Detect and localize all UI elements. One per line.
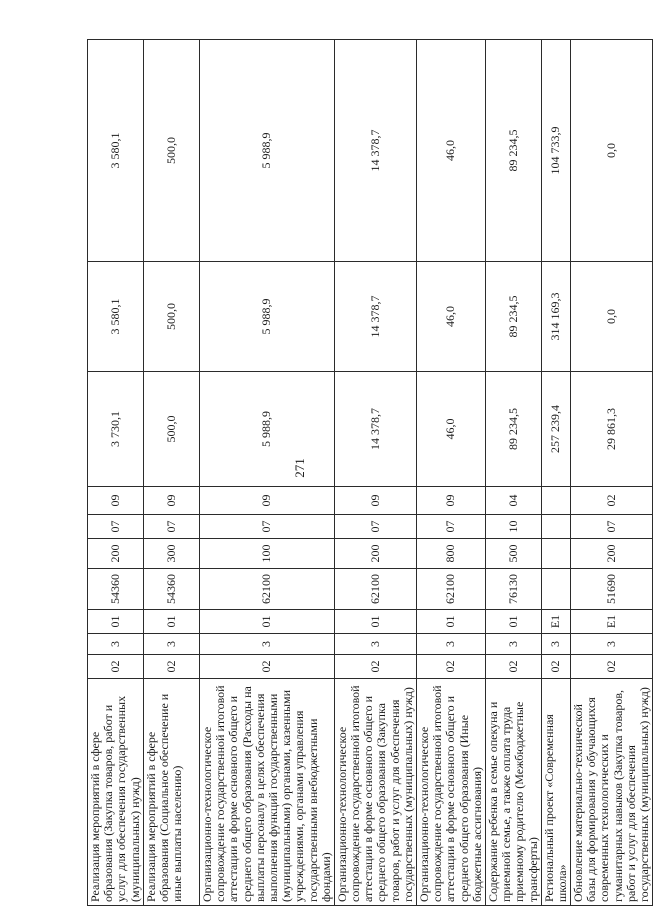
value-2: 314 169,3 bbox=[541, 262, 570, 372]
ministry-code: 02 bbox=[144, 655, 200, 679]
value-1: 29 861,3 bbox=[571, 372, 653, 487]
table-body bbox=[88, 40, 653, 906]
ministry-code: 02 bbox=[200, 655, 335, 679]
expense-type-code: 200 bbox=[334, 539, 416, 569]
ministry-code: 02 bbox=[417, 655, 486, 679]
expense-type-code bbox=[541, 539, 570, 569]
value-2: 5 988,9 bbox=[200, 262, 335, 372]
row-name: Реализация мероприятий в сфере образования (Закупка товаров, работ и услуг для обеспечения государственных (муниципальных) нужд) bbox=[88, 679, 144, 906]
target-code: 76130 bbox=[485, 569, 541, 610]
value-3: 89 234,5 bbox=[485, 40, 541, 262]
value-3: 5 988,9 bbox=[200, 40, 335, 262]
section-code: 3 bbox=[541, 634, 570, 655]
value-3: 104 733,9 bbox=[541, 40, 570, 262]
code-1: 07 bbox=[88, 515, 144, 539]
value-1: 14 378,7 bbox=[334, 372, 416, 487]
value-3: 3 580,1 bbox=[88, 40, 144, 262]
code-2: 09 bbox=[88, 487, 144, 515]
value-1: 5 988,9 bbox=[200, 372, 335, 487]
value-1: 3 730,1 bbox=[88, 372, 144, 487]
section-code: 3 bbox=[417, 634, 486, 655]
value-1: 89 234,5 bbox=[485, 372, 541, 487]
row-name: Региональный проект «Современная школа» bbox=[541, 679, 570, 906]
expense-type-code: 300 bbox=[144, 539, 200, 569]
code-2: 09 bbox=[144, 487, 200, 515]
value-1: 46,0 bbox=[417, 372, 486, 487]
row-name: Организационно-технологическое сопровождение государственной итоговой аттестации в форме основного общего и среднего общего образования (Закупка товаров, работ и услуг для обеспечения государственных (муниципальных) нужд) bbox=[334, 679, 416, 906]
ministry-code: 02 bbox=[485, 655, 541, 679]
target-code: 54360 bbox=[144, 569, 200, 610]
expense-type-code: 200 bbox=[88, 539, 144, 569]
target-code: 62100 bbox=[200, 569, 335, 610]
code-1: 07 bbox=[571, 515, 653, 539]
ministry-code: 02 bbox=[571, 655, 653, 679]
code-2: 02 bbox=[571, 487, 653, 515]
expense-type-code: 800 bbox=[417, 539, 486, 569]
table-container bbox=[87, 40, 651, 906]
section-code: 3 bbox=[485, 634, 541, 655]
code-1: 07 bbox=[144, 515, 200, 539]
subsection-code: 01 bbox=[485, 610, 541, 634]
subsection-code: Е1 bbox=[541, 610, 570, 634]
target-code: 62100 bbox=[417, 569, 486, 610]
row-name: Содержание ребенка в семье опекуна и приемной семье, а также оплата труда приемному родителю (Межбюджетные трансферты) bbox=[485, 679, 541, 906]
row-name: Организационно-технологическое сопровождение государственной итоговой аттестации в форме основного общего и среднего общего образования (Иные бюджетные ассигнования) bbox=[417, 679, 486, 906]
subsection-code: Е1 bbox=[571, 610, 653, 634]
value-2: 89 234,5 bbox=[485, 262, 541, 372]
page-number: 271 bbox=[292, 458, 307, 478]
section-code: 3 bbox=[144, 634, 200, 655]
ministry-code: 02 bbox=[334, 655, 416, 679]
table-row bbox=[88, 40, 144, 906]
ministry-code: 02 bbox=[541, 655, 570, 679]
expense-type-code: 100 bbox=[200, 539, 335, 569]
value-2: 3 580,1 bbox=[88, 262, 144, 372]
rotated-table bbox=[87, 40, 651, 906]
value-3: 0,0 bbox=[571, 40, 653, 262]
table-row bbox=[334, 40, 416, 906]
value-2: 14 378,7 bbox=[334, 262, 416, 372]
table-row bbox=[571, 40, 653, 906]
expense-type-code: 200 bbox=[571, 539, 653, 569]
code-1 bbox=[541, 515, 570, 539]
target-code bbox=[541, 569, 570, 610]
row-name: Обновление материально-технической базы для формирования у обучающихся современных технологических и гуманитарных навыков (Закупка товаров, работ и услуг для обеспечения государственных (муниципальных) нужд) bbox=[571, 679, 653, 906]
subsection-code: 01 bbox=[334, 610, 416, 634]
code-2: 09 bbox=[200, 487, 335, 515]
subsection-code: 01 bbox=[200, 610, 335, 634]
section-code: 3 bbox=[571, 634, 653, 655]
section-code: 3 bbox=[334, 634, 416, 655]
value-3: 46,0 bbox=[417, 40, 486, 262]
row-name: Реализация мероприятий в сфере образования (Социальное обеспечение и иные выплаты населению) bbox=[144, 679, 200, 906]
target-code: 62100 bbox=[334, 569, 416, 610]
table-row bbox=[485, 40, 541, 906]
code-1: 07 bbox=[417, 515, 486, 539]
code-1: 10 bbox=[485, 515, 541, 539]
table-row bbox=[541, 40, 570, 906]
budget-table bbox=[87, 39, 653, 906]
row-name: Организационно-технологическое сопровождение государственной итоговой аттестации в форме основного общего и среднего общего образования (Расходы на выплаты персоналу в целях обеспечения выполнения функций государственными (муниципальными) органами, казенными учреждениями, органами управления государственными внебюджетными фондами) bbox=[200, 679, 335, 906]
value-1: 257 239,4 bbox=[541, 372, 570, 487]
table-row bbox=[417, 40, 486, 906]
section-code: 3 bbox=[88, 634, 144, 655]
subsection-code: 01 bbox=[417, 610, 486, 634]
section-code: 3 bbox=[200, 634, 335, 655]
value-1: 500,0 bbox=[144, 372, 200, 487]
code-2: 09 bbox=[417, 487, 486, 515]
value-3: 500,0 bbox=[144, 40, 200, 262]
ministry-code: 02 bbox=[88, 655, 144, 679]
target-code: 54360 bbox=[88, 569, 144, 610]
value-3: 14 378,7 bbox=[334, 40, 416, 262]
subsection-code: 01 bbox=[144, 610, 200, 634]
code-2: 09 bbox=[334, 487, 416, 515]
code-2: 04 bbox=[485, 487, 541, 515]
code-1: 07 bbox=[334, 515, 416, 539]
expense-type-code: 500 bbox=[485, 539, 541, 569]
value-2: 500,0 bbox=[144, 262, 200, 372]
value-2: 46,0 bbox=[417, 262, 486, 372]
subsection-code: 01 bbox=[88, 610, 144, 634]
code-2 bbox=[541, 487, 570, 515]
code-1: 07 bbox=[200, 515, 335, 539]
table-row bbox=[144, 40, 200, 906]
target-code: 51690 bbox=[571, 569, 653, 610]
value-2: 0,0 bbox=[571, 262, 653, 372]
table-row bbox=[200, 40, 335, 906]
